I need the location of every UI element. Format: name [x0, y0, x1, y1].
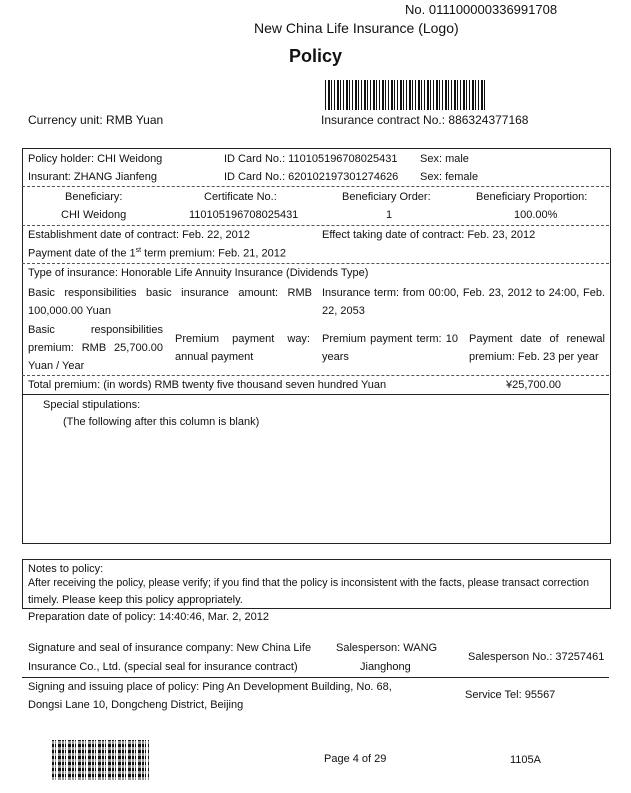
page-title: Policy — [289, 46, 343, 66]
preparation-date: Preparation date of policy: 14:40:46, Mar. 2, 2012 — [28, 611, 269, 623]
basic-premium-line2: premium: RMB 25,700.00 — [28, 342, 163, 354]
form-code: 1105A — [510, 754, 541, 766]
basic-amount-line2: 100,000.00 Yuan — [28, 305, 111, 317]
order-header: Beneficiary Order: — [342, 191, 431, 203]
proportion-header: Beneficiary Proportion: — [476, 191, 588, 203]
company-name: New China Life Insurance (Logo) — [254, 20, 459, 36]
contract-number: Insurance contract No.: 886324377168 — [321, 113, 529, 127]
basic-amount — [28, 284, 312, 320]
payment-suffix: term premium: Feb. 21, 2012 — [141, 247, 286, 260]
beneficiary-order: 1 — [386, 209, 393, 221]
renewal-date — [469, 330, 605, 366]
certificate-header: Certificate No.: — [204, 191, 277, 203]
policy-number: No. 011100000336991708 — [405, 2, 558, 17]
certificate-number: 110105196708025431 — [189, 209, 299, 221]
special-stipulations-label: Special stipulations: — [43, 399, 141, 411]
insurance-term-line1: Insurance term: from 00:00, Feb. 23, 2012 to 24:00, Feb. — [322, 287, 605, 299]
page-number: Page 4 of 29 — [324, 753, 387, 765]
signature-line-2: Insurance Co., Ltd. (special seal for insurance contract) — [28, 661, 298, 673]
divider — [22, 677, 609, 678]
payment-sup: st — [135, 247, 142, 254]
divider — [22, 394, 609, 395]
notes-line-2: timely. Please keep this policy appropriately. — [28, 594, 243, 606]
payment-way — [175, 330, 310, 366]
payment-way-line2: annual payment — [175, 351, 254, 363]
insurance-type: Type of insurance: Honorable Life Annuity Insurance (Dividends Type) — [28, 267, 369, 279]
salesperson-number: Salesperson No.: 37257461 — [468, 651, 605, 663]
renewal-date-line2: premium: Feb. 23 per year — [469, 351, 599, 363]
divider — [22, 225, 609, 226]
signature-line-1: Signature and seal of insurance company: New China Life — [28, 642, 312, 654]
divider — [22, 375, 609, 376]
notes-title: Notes to policy: — [28, 563, 104, 575]
notes-line-1: After receiving the policy, please verify; if you find that the policy is inconsistent with the facts, please transact correction — [28, 577, 589, 589]
first-payment-date — [28, 247, 286, 260]
total-premium-amount: ¥25,700.00 — [506, 379, 562, 391]
insurant-sex: Sex: female — [420, 171, 479, 183]
holder-sex: Sex: male — [420, 153, 469, 165]
beneficiary-name: CHI Weidong — [61, 209, 127, 221]
basic-premium-line3: Yuan / Year — [28, 360, 85, 372]
insurance-term — [322, 284, 605, 320]
payment-term-line1: Premium payment term: 10 — [322, 333, 458, 345]
insurant: Insurant: ZHANG Jianfeng — [28, 171, 158, 183]
insurant-id-card: ID Card No.: 620102197301274626 — [224, 171, 399, 183]
divider — [22, 263, 609, 264]
renewal-date-line1: Payment date of renewal — [469, 333, 605, 345]
beneficiary-proportion: 100.00% — [514, 209, 558, 221]
effect-date: Effect taking date of contract: Feb. 23, 2012 — [322, 229, 536, 241]
payment-prefix: Payment date of the 1 — [28, 247, 136, 260]
total-premium-words: Total premium: (in words) RMB twenty five thousand seven hundred Yuan — [28, 379, 387, 391]
issuing-place-2: Dongsi Lane 10, Dongcheng District, Beijing — [28, 699, 244, 711]
holder-id-card: ID Card No.: 110105196708025431 — [224, 153, 398, 165]
policy-holder: Policy holder: CHI Weidong — [28, 153, 163, 165]
currency-unit: Currency unit: RMB Yuan — [28, 113, 164, 127]
payment-term-line2: years — [322, 351, 349, 363]
service-tel: Service Tel: 95567 — [465, 689, 556, 701]
beneficiary-header: Beneficiary: — [65, 191, 123, 203]
issuing-place-1: Signing and issuing place of policy: Ping An Development Building, No. 68, — [28, 681, 392, 693]
top-barcode — [325, 80, 485, 110]
establishment-date: Establishment date of contract: Feb. 22, 2012 — [28, 229, 250, 241]
blank-note: (The following after this column is blank) — [63, 416, 260, 428]
basic-amount-line1: Basic responsibilities basic insurance amount: RMB — [28, 287, 312, 299]
payment-way-line1: Premium payment way: — [175, 333, 310, 345]
bottom-barcode — [52, 740, 149, 780]
salesperson-name-2: Jianghong — [360, 661, 411, 673]
salesperson-name-1: Salesperson: WANG — [336, 642, 438, 654]
basic-premium — [28, 321, 163, 375]
insurance-term-line2: 22, 2053 — [322, 305, 365, 317]
payment-term — [322, 330, 458, 366]
divider — [22, 186, 609, 187]
basic-premium-line1: Basic responsibilities — [28, 324, 163, 336]
